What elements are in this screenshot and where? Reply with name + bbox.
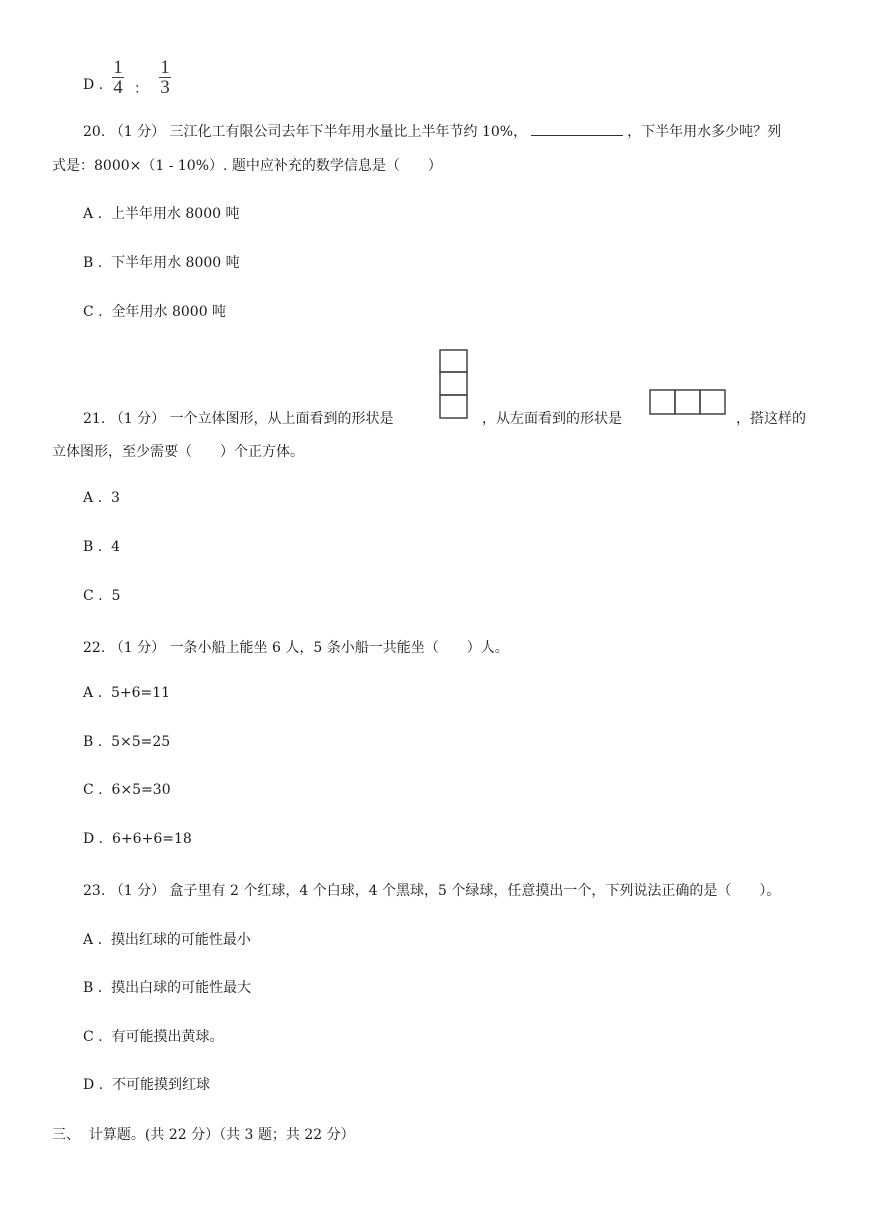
question-23-stem [83, 880, 780, 900]
question-number: 22. [83, 640, 106, 656]
question-20-stem-line1 [83, 121, 781, 141]
option-letter: A [83, 206, 94, 222]
question-22-stem [83, 637, 509, 657]
fraction-numerator: 1 [113, 57, 123, 78]
option-letter: D [83, 1077, 95, 1093]
option-letter: D [83, 77, 95, 93]
option-letter: C [83, 588, 94, 604]
question-text: 一条小船上能坐 6 人，5 条小船一共能坐（ ）人。 [169, 640, 509, 656]
fraction-one-quarter [112, 59, 124, 96]
q22-option-a[interactable]: A . 5+6=11 [83, 685, 171, 701]
option-text: 5 [111, 588, 121, 604]
option-text: 3 [110, 490, 120, 506]
fraction-one-third [159, 59, 171, 96]
question-21-text-part3: ，搭这样的 [736, 411, 806, 427]
option-letter: B [83, 980, 94, 996]
q22-option-d[interactable]: D . 6+6+6=18 [83, 831, 192, 847]
q21-option-a[interactable]: A . 3 [83, 490, 120, 506]
question-score: （1 分） [109, 883, 166, 899]
fraction-denominator: 3 [160, 77, 170, 98]
question-number: 23. [83, 883, 106, 899]
q20-option-a[interactable]: A . 上半年用水 8000 吨 [83, 206, 240, 222]
question-text: ，下半年用水多少吨？列 [627, 124, 782, 140]
q23-option-c[interactable]: C . 有可能摸出黄球。 [83, 1029, 224, 1045]
q23-option-d[interactable]: D . 不可能摸到红球 [83, 1077, 211, 1093]
q23-option-a[interactable]: A . 摸出红球的可能性最小 [83, 932, 251, 948]
section-number: 三、 [52, 1127, 80, 1143]
option-letter: A [83, 490, 94, 506]
option-text: 6+6+6=18 [112, 831, 192, 847]
ratio-separator: ： [134, 81, 148, 97]
section-3-heading [52, 1124, 355, 1144]
question-21-stem-line2: 立体图形，至少需要（ ）个正方体。 [52, 444, 304, 460]
option-text: 有可能摸出黄球。 [111, 1029, 224, 1045]
option-text: 全年用水 8000 吨 [111, 304, 227, 320]
option-text: 4 [111, 539, 121, 555]
option-text: 下半年用水 8000 吨 [111, 255, 240, 271]
option-text: 6×5=30 [111, 782, 171, 798]
fraction-denominator: 4 [113, 77, 123, 98]
section-title: 计算题。(共 22 分）（共 3 题；共 22 分） [88, 1127, 355, 1143]
question-score: （1 分） [109, 124, 166, 140]
left-view-figure [649, 389, 727, 416]
option-text: 5×5=25 [111, 734, 171, 750]
option-letter: B [83, 539, 94, 555]
option-letter: B [83, 255, 94, 271]
question-20-stem-line2: 式是：8000×（1 - 10%）. 题中应补充的数学信息是（ ） [52, 158, 442, 174]
q21-option-b[interactable]: B . 4 [83, 539, 121, 555]
question-number: 21. [83, 411, 106, 427]
q22-option-b[interactable]: B . 5×5=25 [83, 734, 171, 750]
question-text: 三江化工有限公司去年下半年用水量比上半年节约 10%， [169, 124, 528, 140]
option-letter: D [83, 831, 95, 847]
q22-option-c[interactable]: C . 6×5=30 [83, 782, 171, 798]
q23-option-b[interactable]: B . 摸出白球的可能性最大 [83, 980, 252, 996]
option-letter: A [83, 685, 94, 701]
option-text: 摸出红球的可能性最小 [110, 932, 251, 948]
q21-option-c[interactable]: C . 5 [83, 588, 121, 604]
fraction-numerator: 1 [160, 57, 170, 78]
question-21-stem-line1 [83, 408, 394, 428]
question-text: 盒子里有 2 个红球，4 个白球，4 个黑球，5 个绿球，任意摸出一个，下列说法正确的是（ ）。 [169, 883, 781, 899]
option-letter: C [83, 1029, 94, 1045]
option-letter: C [83, 782, 94, 798]
q19-option-d: D . [83, 77, 104, 93]
question-number: 20. [83, 124, 106, 140]
option-text: 5+6=11 [110, 685, 171, 701]
question-score: （1 分） [109, 640, 166, 656]
option-text: 摸出白球的可能性最大 [111, 980, 252, 996]
option-text: 上半年用水 8000 吨 [110, 206, 240, 222]
question-score: （1 分） [109, 411, 166, 427]
option-letter: B [83, 734, 94, 750]
fill-blank [531, 123, 623, 136]
question-21-text-part2: ，从左面看到的形状是 [482, 411, 622, 427]
option-text: 不可能摸到红球 [112, 1077, 211, 1093]
option-letter: A [83, 932, 94, 948]
question-text: 一个立体图形，从上面看到的形状是 [169, 411, 394, 427]
top-view-figure [439, 349, 469, 421]
q20-option-b[interactable]: B . 下半年用水 8000 吨 [83, 255, 240, 271]
q20-option-c[interactable]: C . 全年用水 8000 吨 [83, 304, 227, 320]
option-letter: C [83, 304, 94, 320]
